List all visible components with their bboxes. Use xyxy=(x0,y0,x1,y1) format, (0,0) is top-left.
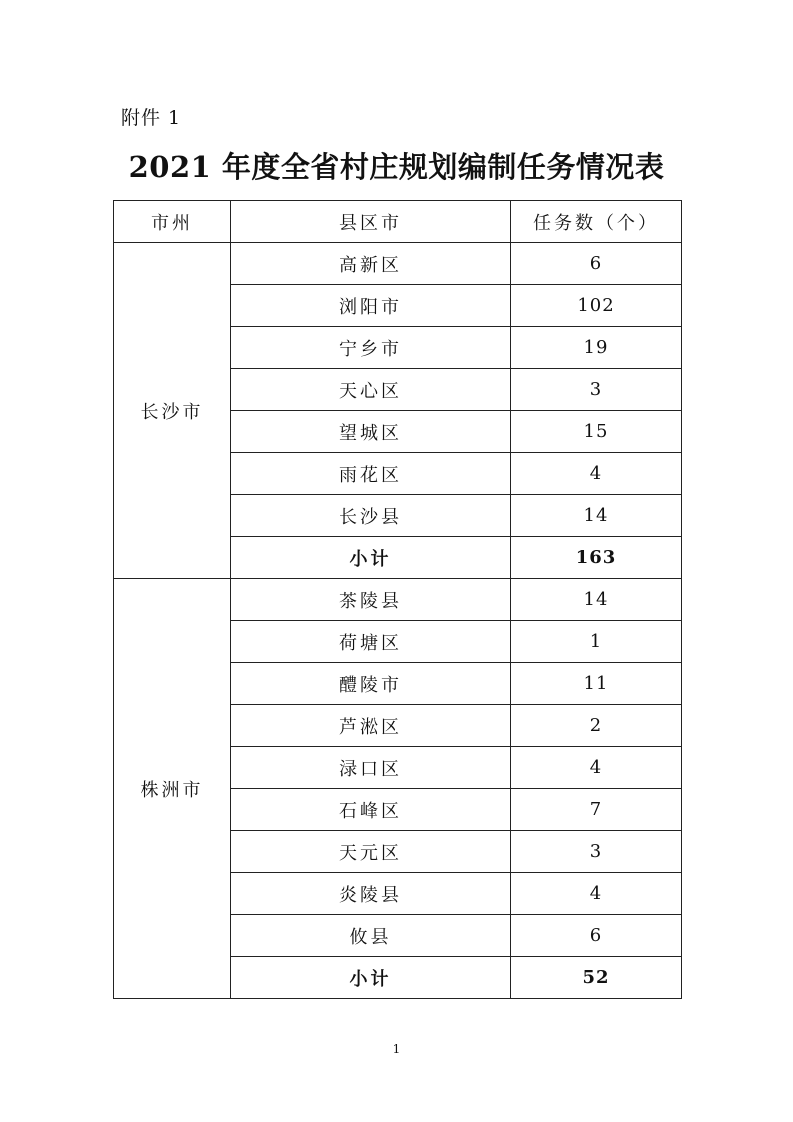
task-count-cell: 19 xyxy=(511,327,682,369)
district-cell: 望城区 xyxy=(231,411,511,453)
subtotal-label: 小计 xyxy=(231,957,511,999)
task-count-cell: 6 xyxy=(511,915,682,957)
table-body xyxy=(114,243,682,999)
subtotal-count: 52 xyxy=(511,957,682,999)
task-count-cell: 6 xyxy=(511,243,682,285)
district-cell: 炎陵县 xyxy=(231,873,511,915)
district-cell: 渌口区 xyxy=(231,747,511,789)
district-cell: 石峰区 xyxy=(231,789,511,831)
district-cell: 荷塘区 xyxy=(231,621,511,663)
task-count-cell: 102 xyxy=(511,285,682,327)
district-cell: 浏阳市 xyxy=(231,285,511,327)
attachment-label: 附件 1 xyxy=(121,107,182,129)
district-cell: 长沙县 xyxy=(231,495,511,537)
district-cell: 雨花区 xyxy=(231,453,511,495)
header-district: 县区市 xyxy=(231,201,511,243)
district-cell: 天元区 xyxy=(231,831,511,873)
task-count-cell: 15 xyxy=(511,411,682,453)
document-title: 2021 年度全省村庄规划编制任务情况表 xyxy=(128,150,665,184)
task-count-cell: 3 xyxy=(511,369,682,411)
district-cell: 茶陵县 xyxy=(231,579,511,621)
district-cell: 攸县 xyxy=(231,915,511,957)
table-row xyxy=(114,579,682,621)
table-row xyxy=(114,243,682,285)
header-task-count: 任务数（个） xyxy=(511,201,682,243)
district-cell: 天心区 xyxy=(231,369,511,411)
task-count-cell: 4 xyxy=(511,873,682,915)
task-count-cell: 4 xyxy=(511,747,682,789)
subtotal-label: 小计 xyxy=(231,537,511,579)
city-cell: 株洲市 xyxy=(114,579,231,999)
district-cell: 高新区 xyxy=(231,243,511,285)
district-cell: 醴陵市 xyxy=(231,663,511,705)
task-count-cell: 14 xyxy=(511,579,682,621)
table-header-row xyxy=(114,201,682,243)
task-count-cell: 11 xyxy=(511,663,682,705)
district-cell: 宁乡市 xyxy=(231,327,511,369)
task-count-cell: 2 xyxy=(511,705,682,747)
task-count-cell: 4 xyxy=(511,453,682,495)
page-number: 1 xyxy=(392,1042,401,1056)
task-count-cell: 14 xyxy=(511,495,682,537)
task-count-cell: 7 xyxy=(511,789,682,831)
task-count-cell: 3 xyxy=(511,831,682,873)
task-table xyxy=(113,200,682,999)
header-city: 市州 xyxy=(114,201,231,243)
subtotal-count: 163 xyxy=(511,537,682,579)
city-cell: 长沙市 xyxy=(114,243,231,579)
task-count-cell: 1 xyxy=(511,621,682,663)
district-cell: 芦淞区 xyxy=(231,705,511,747)
